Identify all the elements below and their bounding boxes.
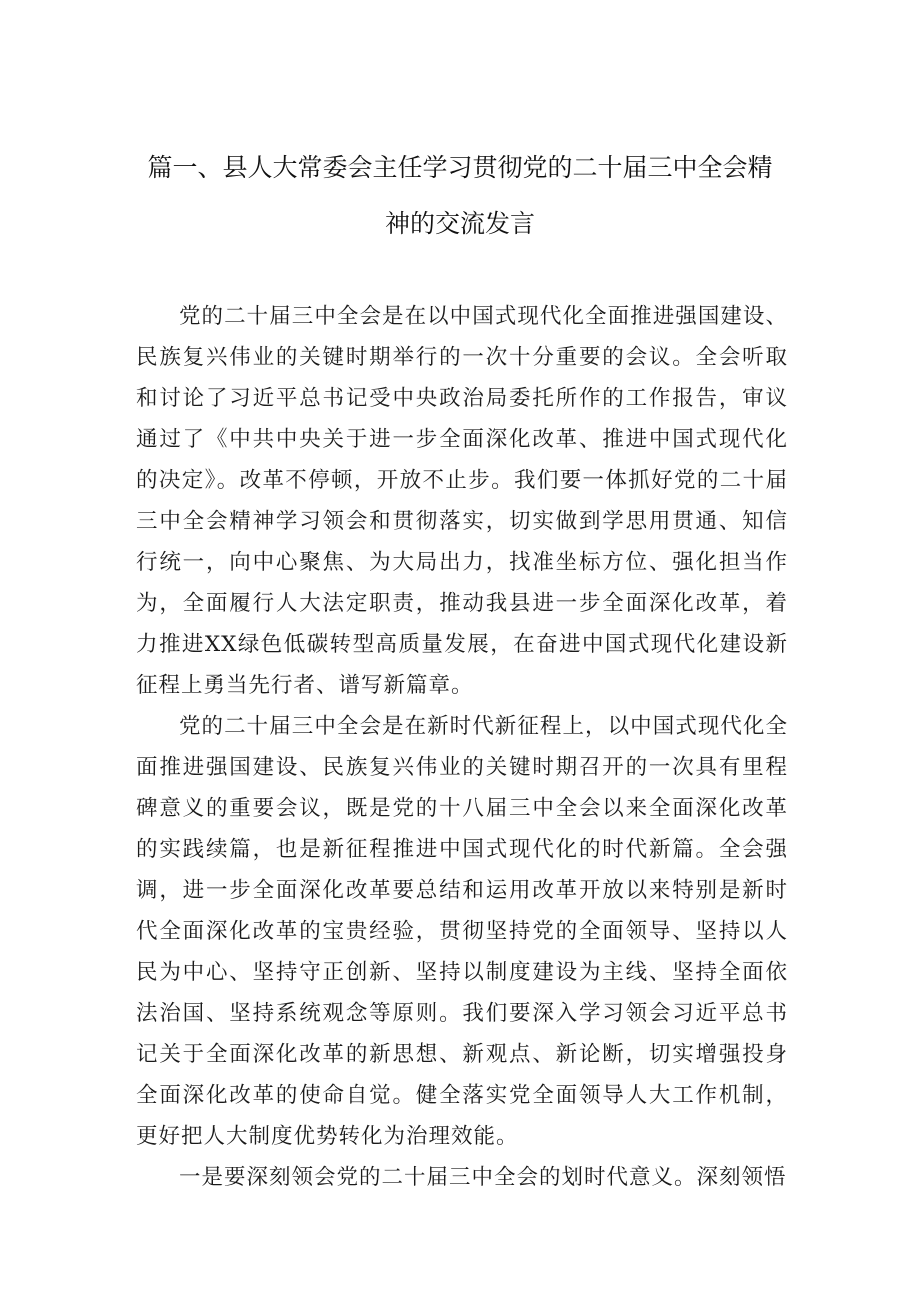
paragraph-1: 党的二十届三中全会是在以中国式现代化全面推进强国建设、民族复兴伟业的关键时期举行的一次十分重要的会议。全会听取和讨论了习近平总书记受中央政治局委托所作的工作报告，审议通过了《中共中央关于进一步全面深化改革、推进中国式现代化的决定》。改革不停顿，开放不止步。我们要一体抓好党的二十届三中全会精神学习领会和贯彻落实，切实做到学思用贯通、知信行统一，向中心聚焦、为大局出力，找准坐标方位、强化担当作为，全面履行人大法定职责，推动我县进一步全面深化改革，着力推进XX绿色低碳转型高质量发展，在奋进中国式现代化建设新征程上勇当先行者、谱写新篇章。: [136, 304, 788, 698]
paragraph-2: 党的二十届三中全会是在新时代新征程上，以中国式现代化全面推进强国建设、民族复兴伟业的关键时期召开的一次具有里程碑意义的重要会议，既是党的十八届三中全会以来全面深化改革的实践续篇，也是新征程推进中国式现代化的时代新篇。全会强调，进一步全面深化改革要总结和运用改革开放以来特别是新时代全面深化改革的宝贵经验，贯彻坚持党的全面领导、坚持以人民为中心、坚持守正创新、坚持以制度建设为主线、坚持全面依法治国、坚持系统观念等原则。我们要深入学习领会习近平总书记关于全面深化改革的新思想、新观点、新论断，切实增强投身全面深化改革的使命自觉。健全落实党全面领导人大工作机制，更好把人大制度优势转化为治理效能。: [136, 714, 788, 1149]
document-body: [136, 296, 788, 1198]
title-line-1: 篇一、县人大常委会主任学习贯彻党的二十届三中全会精: [147, 153, 773, 182]
title-line-2: 神的交流发言: [384, 209, 535, 238]
document-title: [130, 140, 790, 252]
paragraph-3: 一是要深刻领会党的二十届三中全会的划时代意义。深刻领悟: [179, 1165, 787, 1190]
